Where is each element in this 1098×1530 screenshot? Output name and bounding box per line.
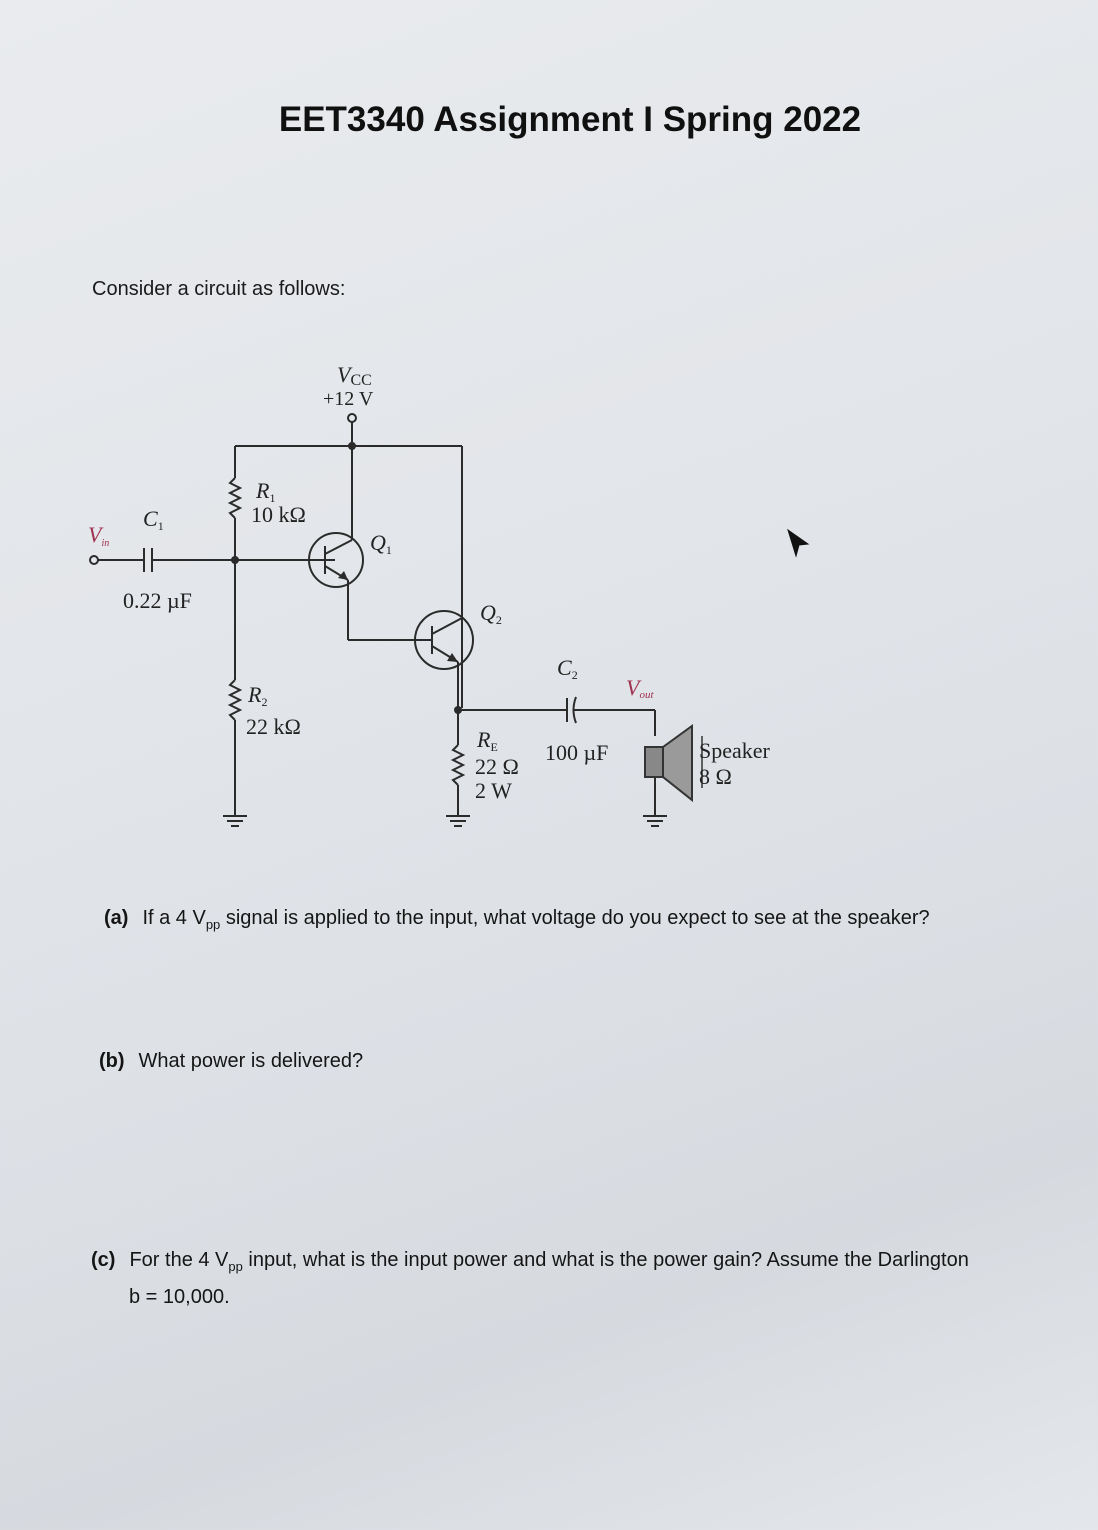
- vin-label: Vin: [88, 522, 110, 549]
- q2-label: Q2: [480, 600, 502, 627]
- question-b-text: What power is delivered?: [138, 1050, 364, 1072]
- circuit-diagram: [70, 350, 850, 850]
- r1-value: 10 kΩ: [251, 502, 306, 527]
- base-node: [231, 556, 239, 564]
- question-c-subscript: pp: [228, 1259, 243, 1274]
- re-power: 2 W: [475, 778, 512, 803]
- vout-label: Vout: [626, 675, 654, 701]
- question-a-text-start: If a 4 V: [142, 907, 206, 929]
- question-b: [99, 1046, 363, 1076]
- re-label: RE: [477, 727, 498, 754]
- question-c: [91, 1245, 1091, 1312]
- question-c-label: (c): [91, 1249, 116, 1271]
- question-c-text-start: For the 4 V: [129, 1249, 229, 1271]
- re-value: 22 Ω: [475, 754, 519, 779]
- question-a: [104, 903, 930, 940]
- c1-label: C1: [143, 506, 164, 533]
- r1-resistor: [230, 478, 240, 518]
- question-c-text-end: input, what is the input power and what is the power gain? Assume the Darlington: [242, 1249, 969, 1271]
- mouse-pointer-icon: [786, 528, 810, 560]
- question-a-subscript: pp: [205, 917, 221, 932]
- re-resistor: [453, 745, 463, 785]
- r2-label: R2: [248, 682, 268, 709]
- r1-label: R1: [256, 478, 276, 505]
- question-b-label: (b): [99, 1050, 125, 1072]
- question-a-text-end: signal is applied to the input, what voltage do you expect to see at the speaker?: [220, 907, 930, 929]
- vcc-terminal: [348, 414, 356, 422]
- ground-symbols: [223, 816, 667, 826]
- c2-label: C2: [557, 655, 578, 682]
- q1-label: Q1: [370, 530, 392, 557]
- c1-value: 0.22 µF: [123, 588, 192, 613]
- vcc-label: VCC: [337, 362, 372, 389]
- intro-text: Consider a circuit as follows:: [92, 278, 346, 300]
- vcc-value: +12 V: [323, 388, 374, 410]
- speaker-label: Speaker: [699, 738, 770, 763]
- page-title: EET3340 Assignment I Spring 2022: [278, 100, 862, 139]
- q2-emitter-arrow: [447, 653, 458, 662]
- r2-value: 22 kΩ: [246, 714, 301, 739]
- question-c-line2: b = 10,000.: [129, 1286, 230, 1308]
- vin-terminal: [90, 556, 98, 564]
- speaker-icon: [645, 726, 702, 800]
- emitter-node: [454, 706, 462, 714]
- c2-value: 100 µF: [545, 740, 609, 765]
- speaker-value: 8 Ω: [699, 764, 732, 789]
- vcc-node: [348, 442, 356, 450]
- question-a-label: (a): [104, 907, 129, 929]
- r2-resistor: [230, 680, 240, 720]
